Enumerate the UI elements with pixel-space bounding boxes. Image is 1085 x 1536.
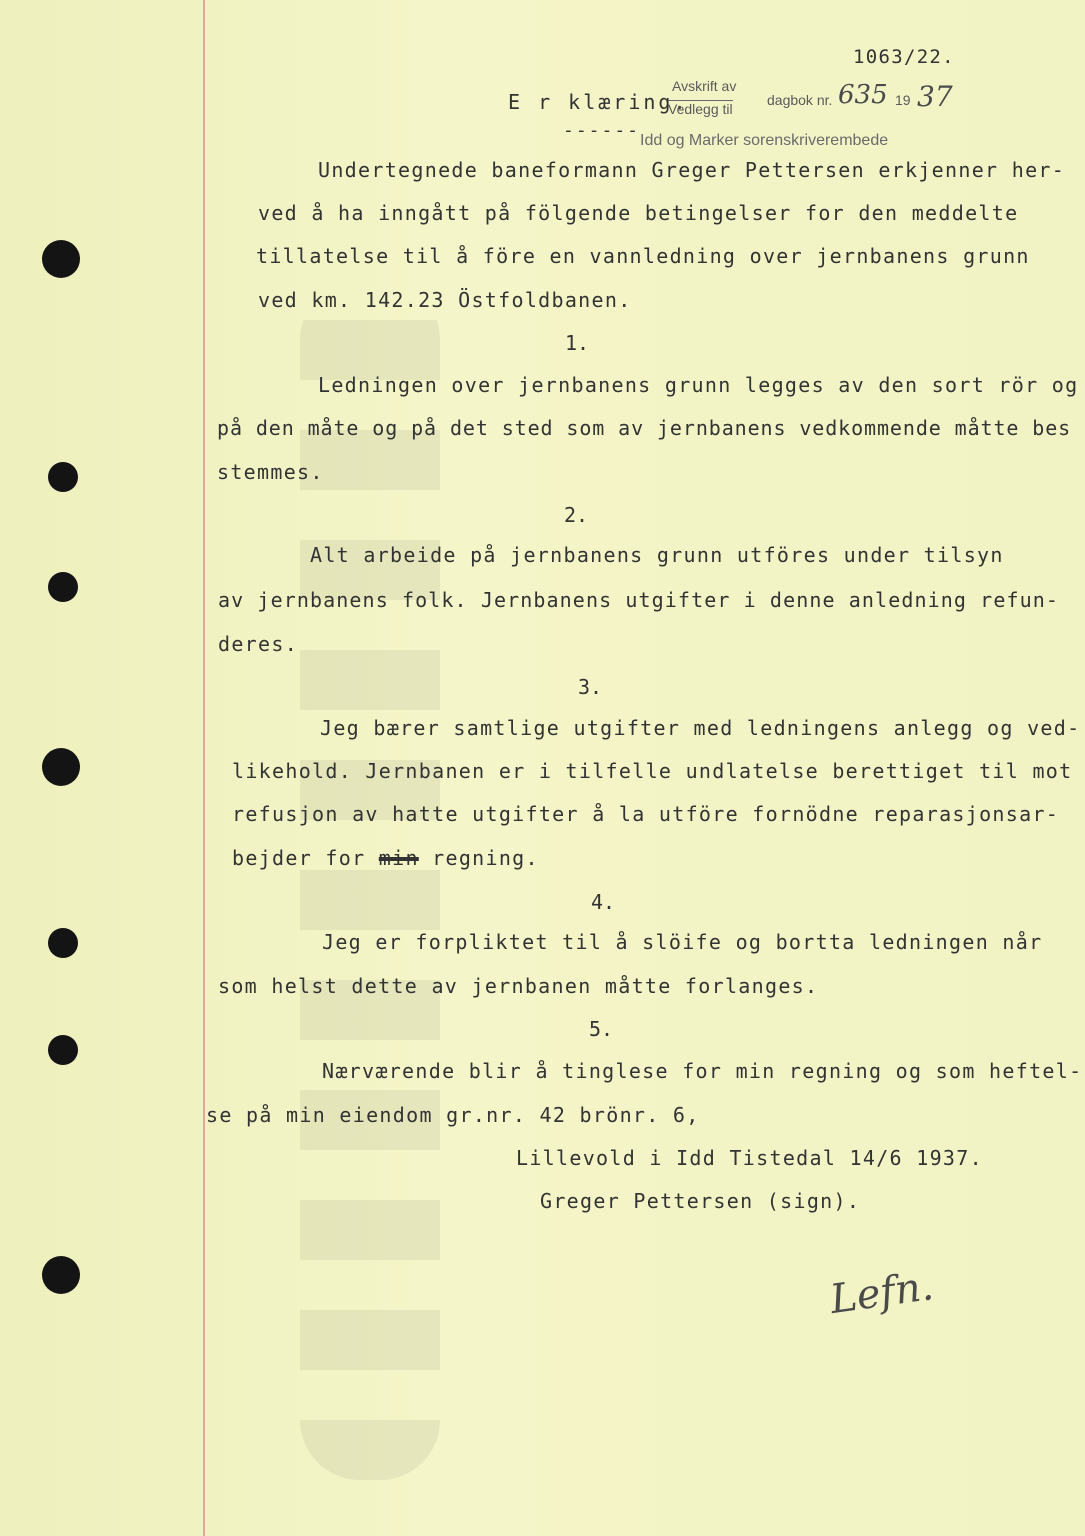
title-underline: ------ [563,120,641,141]
section-number: 4. [591,890,616,914]
body-line: stemmes. [217,460,324,484]
office-stamp: Idd og Marker sorenskriverembede [640,132,889,149]
body-line: Alt arbeide på jernbanens grunn utföres under tilsyn [310,543,1004,567]
body-line: på den måte og på det sted som av jernbanens vedkommende måtte bes [217,416,1072,440]
section-number: 5. [589,1017,614,1041]
body-line: Jeg er forpliktet til å slöife og bortta ledningen når [322,930,1043,954]
body-line: refusjon av hatte utgifter å la utföre fornödne reparasjonsar- [232,802,1060,826]
section-number: 1. [565,331,590,355]
place-date: Lillevold i Idd Tistedal 14/6 1937. [516,1146,983,1170]
stamp-avskrift: Avskrift av [672,78,737,94]
punch-hole [48,572,78,602]
signature: Greger Pettersen (sign). [540,1189,861,1213]
punch-hole [42,748,80,786]
text-segment: bejder for [232,846,379,870]
body-line: se på min eiendom gr.nr. 42 brönr. 6, [206,1103,700,1127]
reference-number: 1063/22. [853,46,955,68]
punch-hole [48,462,78,492]
body-line: deres. [218,632,299,656]
section-number: 2. [564,503,589,527]
margin-line [203,0,205,1536]
body-line: som helst dette av jernbanen måtte forlanges. [218,974,819,998]
body-line: ved km. 142.23 Östfoldbanen. [258,288,632,312]
handwritten-initials: Lefn. [827,1263,937,1323]
year-suffix: 37 [917,80,953,113]
section-number: 3. [578,675,603,699]
body-line: likehold. Jernbanen er i tilfelle undlatelse berettiget til mot [232,759,1073,783]
body-line: Undertegnede baneformann Greger Pettersen erkjenner her- [318,158,1066,182]
dagbok-number: 635 [838,80,888,110]
body-line: Jeg bærer samtlige utgifter med ledningens anlegg og ved- [320,716,1081,740]
punch-hole [42,240,80,278]
punch-hole [48,1035,78,1065]
punch-hole [42,1256,80,1294]
document-title: E r klæring. [508,90,689,114]
body-line: av jernbanens folk. Jernbanens utgifter i denne anledning refun- [218,588,1060,612]
body-line [232,846,539,870]
year-prefix: 19 [895,92,911,108]
stamp-vedlegg: Vedlegg til [668,101,733,117]
body-line: tillatelse til å före en vannledning over jernbanens grunn [256,244,1030,268]
dagbok-label: dagbok nr. [767,92,833,108]
struck-word: min [378,846,419,870]
body-line: ved å ha inngått på fölgende betingelser for den meddelte [258,201,1019,225]
punch-hole [48,928,78,958]
body-line: Ledningen over jernbanens grunn legges av den sort rör og [318,373,1079,397]
body-line: Nærværende blir å tinglese for min regning og som heftel- [322,1059,1083,1083]
text-segment: regning. [418,846,539,870]
